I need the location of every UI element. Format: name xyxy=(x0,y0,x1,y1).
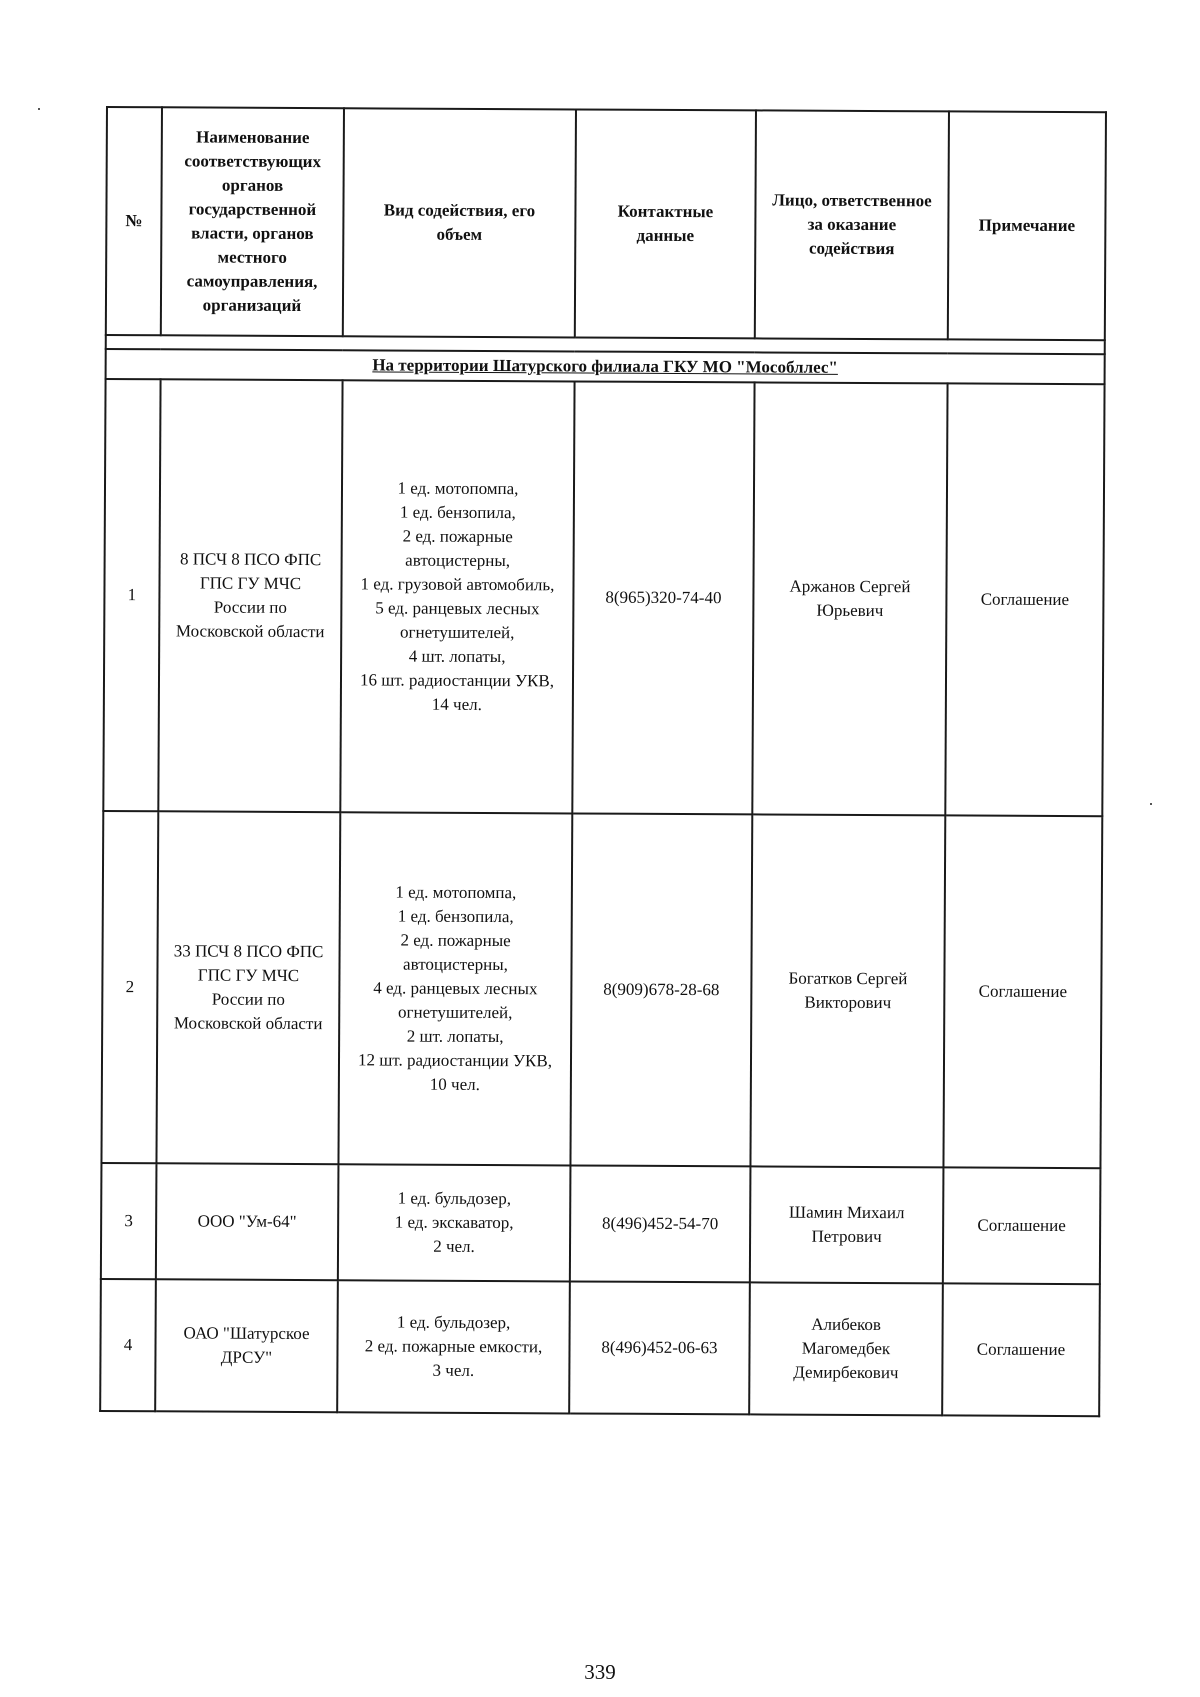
row-contacts: 8(909)678-28-68 xyxy=(570,813,752,1166)
table-row xyxy=(100,1279,1100,1416)
row-note: Соглашение xyxy=(943,815,1102,1168)
row-number: 2 xyxy=(101,811,158,1163)
row-note: Соглашение xyxy=(942,1283,1100,1416)
header-organization: Наименование соответствующих органов государственной власти, органов местного самоуправления, организаций xyxy=(161,107,344,336)
row-assistance: 1 ед. мотопомпа, 1 ед. бензопила, 2 ед. пожарные автоцистерны, 4 ед. ранцевых лесных огнетушителей, 2 шт. лопаты, 12 шт. радиостанции УКВ, 10 чел. xyxy=(338,812,572,1165)
table-row xyxy=(101,1163,1101,1284)
header-responsible-person: Лицо, ответственное за оказание содействия xyxy=(755,110,949,339)
row-responsible-person: Аржанов Сергей Юрьевич xyxy=(752,382,947,815)
row-number: 1 xyxy=(103,379,160,811)
row-note: Соглашение xyxy=(945,383,1104,816)
row-assistance: 1 ед. бульдозер, 2 ед. пожарные емкости, 3 чел. xyxy=(337,1280,570,1413)
section-title: На территории Шатурского филиала ГКУ МО "Мособллес" xyxy=(106,349,1105,384)
header-assistance-type: Вид содействия, его объем xyxy=(343,108,576,337)
scan-speck xyxy=(1150,803,1152,805)
row-number: 4 xyxy=(100,1279,156,1411)
header-contacts: Контактные данные xyxy=(575,109,756,338)
page-number: 339 xyxy=(584,1660,616,1684)
row-note: Соглашение xyxy=(943,1167,1101,1284)
row-assistance: 1 ед. бульдозер, 1 ед. экскаватор, 2 чел. xyxy=(338,1164,571,1281)
table-header-row xyxy=(106,107,1106,340)
header-note: Примечание xyxy=(948,111,1106,340)
row-number: 3 xyxy=(101,1163,157,1279)
row-organization: 33 ПСЧ 8 ПСО ФПС ГПС ГУ МЧС России по Московской области xyxy=(156,811,340,1164)
row-responsible-person: Алибеков Магомедбек Демирбекович xyxy=(749,1282,943,1415)
row-contacts: 8(496)452-06-63 xyxy=(569,1281,750,1414)
header-number: № xyxy=(106,107,162,335)
scan-speck xyxy=(38,108,40,110)
row-responsible-person: Богатков Сергей Викторович xyxy=(750,814,945,1167)
row-responsible-person: Шамин Михаил Петрович xyxy=(750,1166,944,1283)
assistance-table xyxy=(99,106,1107,1417)
row-assistance: 1 ед. мотопомпа, 1 ед. бензопила, 2 ед. пожарные автоцистерны, 1 ед. грузовой автомобиль, 5 ед. ранцевых лесных огнетушителей, 4 шт. лопаты, 16 шт. радиостанции УКВ, 14 чел. xyxy=(340,380,574,813)
row-organization: ООО "Ум-64" xyxy=(156,1163,339,1280)
table-row xyxy=(103,379,1104,816)
row-contacts: 8(496)452-54-70 xyxy=(570,1165,751,1282)
table-row xyxy=(101,811,1102,1168)
row-organization: 8 ПСЧ 8 ПСО ФПС ГПС ГУ МЧС России по Московской области xyxy=(158,379,342,812)
row-organization: ОАО "Шатурское ДРСУ" xyxy=(155,1279,338,1412)
row-contacts: 8(965)320-74-40 xyxy=(572,381,754,814)
